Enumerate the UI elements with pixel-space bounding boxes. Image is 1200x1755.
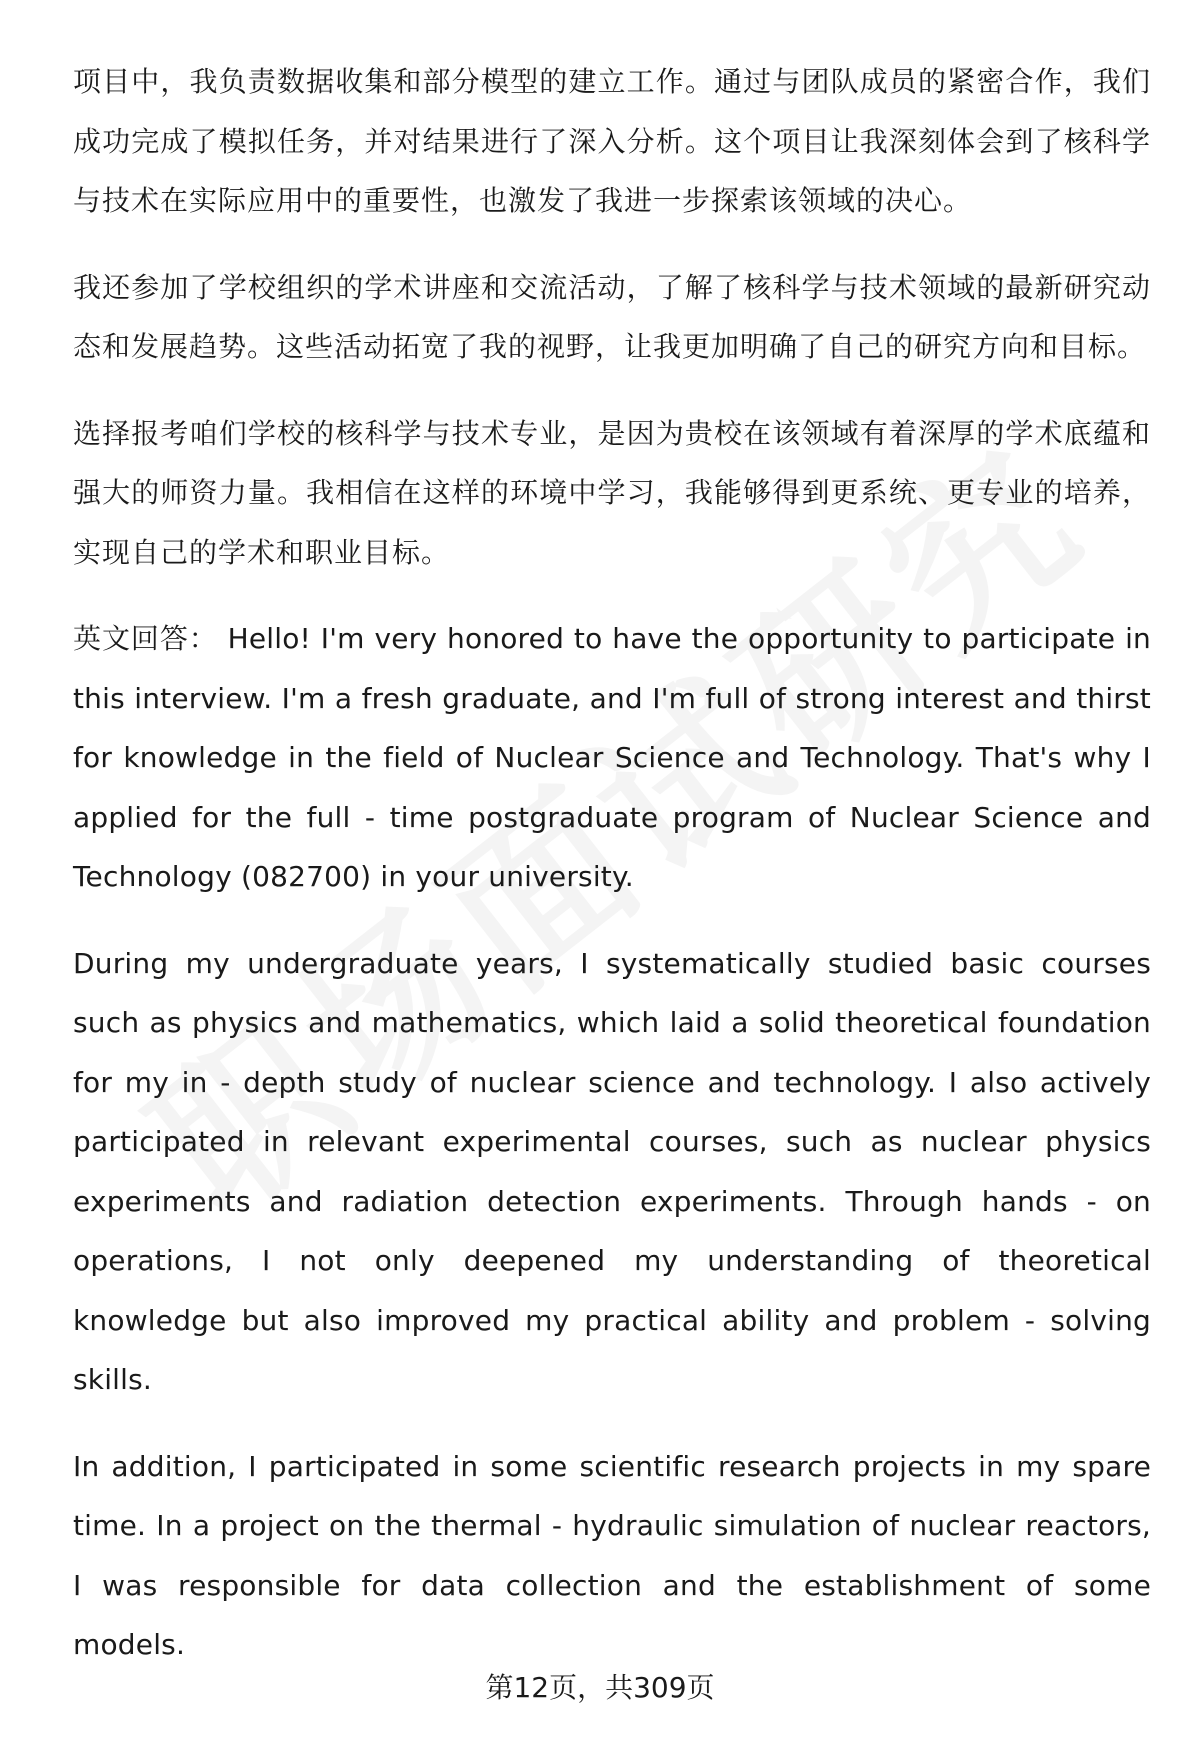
- page-number-footer: 第12页，共309页: [485, 1671, 715, 1704]
- paragraph-lectures: 我还参加了学校组织的学术讲座和交流活动，了解了核科学与技术领域的最新研究动态和发展趋势。这些活动拓宽了我的视野，让我更加明确了自己的研究方向和目标。: [73, 270, 1151, 363]
- paragraph-project-role: 项目中，我负责数据收集和部分模型的建立工作。通过与团队成员的紧密合作，我们成功完成了模拟任务，并对结果进行了深入分析。这个项目让我深刻体会到了核科学与技术在实际应用中的重要性，也激发了我进一步探索该领域的决心。: [73, 65, 1151, 217]
- paragraph-undergraduate-study: During my undergraduate years, I systematically studied basic courses such as physics and mathematics, which laid a solid theoretical foundation for my in - depth study of nuclear science and technology. I also actively participated in relevant experimental courses, such as nuclear physics experiments and radiation detection experiments. Through hands - on operations, I not only deepened my understanding of theoretical knowledge but also improved my practical ability and problem - solving skills.: [73, 946, 1151, 1396]
- document-body: [73, 52, 1151, 1675]
- paragraph-research-projects: In addition, I participated in some scientific research projects in my spare time. In a project on the thermal - hydraulic simulation of nuclear reactors, I was responsible for data collection and the establishment of some models.: [73, 1449, 1151, 1661]
- paragraph-reason-for-applying: 选择报考咱们学校的核科学与技术专业，是因为贵校在该领域有着深厚的学术底蕴和强大的师资力量。我相信在这样的环境中学习，我能够得到更系统、更专业的培养，实现自己的学术和职业目标。: [73, 416, 1151, 569]
- paragraph-english-answer-intro: 英文回答： Hello! I'm very honored to have the opportunity to participate in this interview. I'm a fresh graduate, and I'm full of strong interest and thirst for knowledge in the field of Nuclear Science and Technology. That's why I applied for the full - time postgraduate program of Nuclear Science and Technology (082700) in your university.: [73, 622, 1151, 893]
